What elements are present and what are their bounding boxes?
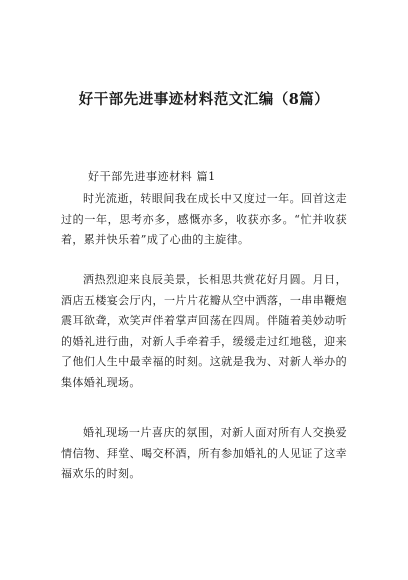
paragraph-1: 时光流逝，转眼间我在成长中又度过一年。回首这走过的一年，思考亦多，感慨亦多，收获亦多。“忙并收获着，累并快乐着”成了心曲的主旋律。 <box>61 192 347 246</box>
document-title: 好干部先进事迹材料范文汇编（8篇） <box>78 91 330 108</box>
paragraph-3: 婚礼现场一片喜庆的氛围，对新人面对所有人交换爱情信物、拜堂、喝交杯酒，所有参加婚礼的人见证了这幸福欢乐的时刻。 <box>61 426 347 480</box>
section-heading: 好干部先进事迹材料 篇1 <box>88 170 216 183</box>
paragraph-2: 洒热烈迎来良辰美景，长相思共赏花好月圆。月日，酒店五楼宴会厅内，一片片花瓣从空中洒落，一串串鞭炮震耳欲聋，欢笑声伴着掌声回荡在四周。伴随着美妙动听的婚礼进行曲，对新人手牵着手，缓缓走过红地毯，迎来了他们人生中最幸福的时刻。这就是我为、对新人举办的集体婚礼现场。 <box>61 273 347 389</box>
